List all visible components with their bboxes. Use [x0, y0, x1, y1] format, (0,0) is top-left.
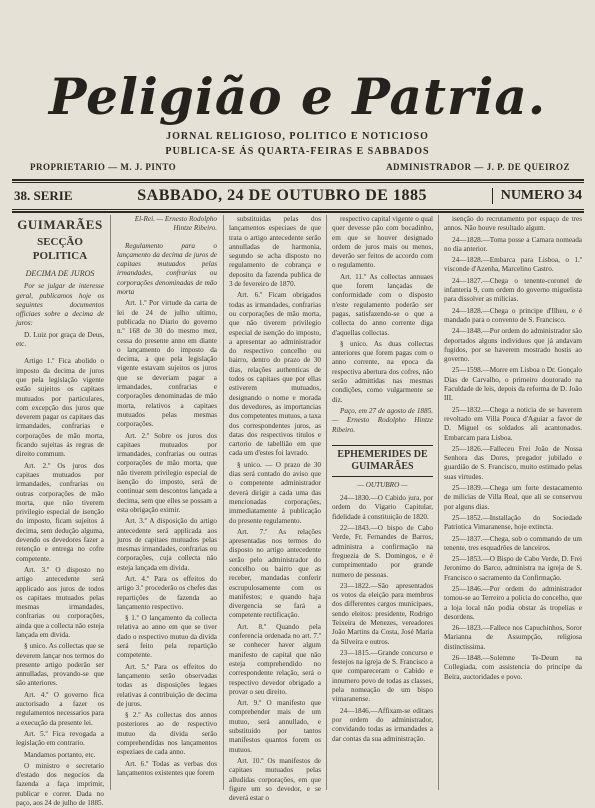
ephemerides-heading: EPHEMERIDES DE GUIMARÃES: [332, 445, 433, 477]
paragraph: § 1.º O lançamento da collecta relativa ao anno em que se tiver dado o respectivo mutuo da divida será feito pela repartição competente.: [117, 614, 217, 660]
column-divider: [110, 215, 111, 790]
paragraph: § unico. As duas collectas anteriores que forem pagas com o anno corrente, na epoca da respectiva abertura dos cofres, não serão admittidas nas mesmas condições, como vulgarmente se diz.: [332, 339, 433, 404]
ephemeris-entry: 23—1815.—Grande concurso e festejos na igreja de S. Francisco a que compareceram o Cabido e innumero povo de todas as classes, pela nomeação de um bispo vimaranense.: [332, 648, 433, 704]
paragraph: Art. 6.º Ficam obrigados todas as irmandades, confrarias ou corporações de mão morta, que não tiverem privilegio especial de isenção do imposto, a apresentar ao administrador do respectivo concelho ou bairro, dentro do prazo de 30 dias, relações authenticas de todos os capitaes que por ellas estiverem mutuados, designando o nome e morada dos devedores, as importancias dos competentes mutuos, a taxa dos correspondentes juros, as datas dos respectivos titulos e cartorio de tabellião em que cada um d'estes foi lavrado.: [229, 291, 321, 458]
ephemeris-entry: 25—1826.—Falleceu Frei João de Nossa Senhora das Dores, pregador jubilado e guardião de S. Francisco, muito estimado pelas suas virtudes.: [444, 444, 582, 481]
ephemeris-entry: 26—1823.—Fallece nos Capuchinhos, Soror Marianna de Assumpção, religiosa distinctissima.: [444, 624, 582, 651]
paragraph: substituidas pelas dos lançamentos especiaes de que trata o artigo antecedente serão annulladas de harmonia, segundo se acha disposto no regulamento de cobrança e deposito da fazenda publica de 3 de fevereiro de 1870.: [229, 215, 321, 289]
column-1: [16, 215, 104, 808]
article-heading: DECIMA DE JUROS: [25, 269, 95, 278]
header-rule-top-thin: [12, 182, 584, 183]
paragraph: Art. 8.º Quando pela conferencia ordenada no art. 7.º se conhecer haver algum manifesto de capital que não esteja comprehendido no correspondente relação, será o respectivo devedor obrigado a provar o seu direito.: [229, 622, 321, 696]
masthead-title: Peligião e Patria.: [48, 67, 547, 126]
paragraph: Art. 3.º A disposição do artigo antecedente será applicada aos juros de capitaes mutuados pelas mesmas irmandades, confrarias ou corporações, cuja collecta não esteja lançada em divida.: [117, 517, 217, 572]
paragraph: Mandamos portanto, etc.: [24, 750, 96, 759]
administrator-credit: ADMINISTRADOR — J. P. DE QUEIROZ: [386, 162, 570, 172]
column-3: [229, 215, 321, 803]
ephemeris-entry: 24—1827.—Chega o tenente-coronel de infanteria 9, com ordem do governo miguelista para dissolver as milicias.: [444, 276, 582, 304]
ephemeris-entry: 25—1832.—Chega a noticia de se haverem revoltado em Villa Pouca d'Aguiar a favor de D. Miguel os soldados ali acantonados. Embarcam para Lisboa.: [444, 405, 582, 442]
column-2: [117, 215, 217, 790]
issue-date: SABBADO, 24 DE OUTUBRO DE 1885: [137, 187, 427, 204]
paragraph: Art. 3.º O disposto no artigo antecedente será applicado aos juros de todos os capitaes mutuados pelas mesmas irmandades, confrarias ou corporações, ainda que a collecta não esteja lançada em divida.: [16, 565, 104, 639]
paragraph: Art. 5.º Fica revogada a legislação em contrario.: [16, 729, 104, 748]
paragraph: Art. 7.º As relações apresentadas nos termos do disposto no artigo antecedente serão pelo administrador do concelho ou bairro que as receber, mandadas conferir escrupulosamente com os manifestos; e quando haja divergencia se fará a competente rectificação.: [229, 527, 321, 620]
paragraph: Art. 5.º Para os effeitos do lançamento serão observadas todas as disposições legaes relativas á contribuição de decima de juros.: [117, 662, 217, 708]
paragraph: Artigo 1.º Fica abolido o imposto da decima de juros que pela legislação vigente estão sujeitos os capitaes mutuados por particulares, com excepção dos juros que deverem pagar os capitaes das irmandades, confrarias e corporações de mão morta, ficando sujeitas ás regras de direito commum.: [16, 357, 104, 459]
masthead-subtitle: JORNAL RELIGIOSO, POLITICO E NOTICIOSO: [166, 131, 429, 142]
header-rule-top: [12, 179, 584, 181]
column-divider: [438, 215, 439, 790]
paragraph: O ministro e secretario d'estado dos negocios da fazenda a faça imprimir, publicar e correr. Dada no paço, aos 24 de julho de 1885.: [16, 761, 104, 808]
ephemeris-entry: 24—1846.—Affixam-se editaes por ordem do administrador, convidando todas as irmandades a dar contas da sua administração.: [332, 706, 433, 743]
staff-row: [30, 162, 570, 172]
issue-bar: [14, 185, 582, 207]
regulation-heading: Regulamento para o lançamento da decima de juros de capitaes mutuados pelas irmandades, confrarias ou corporações denominadas de mão morta: [117, 241, 217, 297]
column-divider: [223, 215, 224, 790]
header-rule-bottom: [12, 211, 584, 213]
column-divider: [326, 215, 327, 790]
signature-line: El-Rei. — Ernesto Rodolpho Hintze Ribeiro.: [134, 215, 217, 233]
ephemeris-entry: 26—1848.—Solemne Te-Deum na Collegiada, com assistencia do principe da Beira, auctoridades e povo.: [444, 654, 582, 681]
paragraph: D. Luiz por graça de Deus, etc.: [16, 330, 104, 349]
paragraph: Art. 4.º Para os effeitos do artigo 3.º procederão os chefes das repartições de fazenda ao lançamento respectivo.: [117, 574, 217, 611]
paragraph: § unico. — O prazo de 30 dias será contado do aviso que o competente administrador deverá dirigir a cada uma das mencionadas corporações, immediatamente á publicação do presente regulamento.: [229, 460, 321, 525]
month-heading: — OUTUBRO —: [357, 480, 408, 489]
column-4: [332, 215, 433, 790]
proprietor-credit: PROPRIETARIO — M. J. PINTO: [30, 162, 177, 172]
ephemeris-entry: 22—1843.—O bispo de Cabo Verde, Fr. Fernandes de Barros, administra a confirmação na freguezia de S. Domingos, e é cumprimentado por grande numero de pessoas.: [332, 524, 433, 579]
paragraph: Art. 2.º Sobre os juros dos capitaes mutuados por irmandades, confrarias ou outras corporações de mão morta, que não tiverem privilegio especial de isenção do imposto, será de continuar sem descontos lançada a decima, sem que elles se possam a esta obrigação eximir.: [117, 431, 217, 514]
ephemeris-entry: 25—1839.—Chega um forte destacamento de milicias de Villa Real, que ali se conservou por alguns dias.: [444, 484, 582, 511]
paragraph: respectivo capital vigente o qual quer devesse pão com bocadinho, em que se houver designado ordem de juros mais ou menos, deverão ser feitos de accordo com o regulamento.: [332, 215, 434, 270]
paragraph: Art. 4.º O governo fica auctorisado a fazer os regulamentos necessarios para a execução da presente lei.: [16, 690, 104, 727]
issue-number: NUMERO 34: [492, 188, 582, 204]
signature-line: Paço, em 27 de agosto de 1885. — Ernesto Rodolpho Hintze Ribeiro.: [332, 406, 433, 434]
paragraph: Art. 11.º As collectas annuaes que forem lançadas de conformidade com o disposto n'este regulamento poderão ser pagas, satisfazendo-se o que a collecta do anno corrente diga d'aquellas collectas.: [332, 272, 433, 337]
column-5: [444, 215, 582, 790]
header-rule-bottom-thin: [12, 209, 584, 210]
ephemeris-entry: 24—1828.—Embarca para Lisboa, o 1.º visconde d'Azenha, Marcelino Castro.: [444, 256, 582, 274]
serie-label: 38. SERIE: [14, 188, 73, 203]
paragraph: Art. 1.º Por virtude da carta de lei de 24 de julho ultimo, publicada no Diario do governo n.º 168 de 30 do mesmo mez, cessa do presente anno em diante o lançamento do imposto da decima, a que pela legislação vigente estavam sujeitos os juros que se deveriam pagar a irmandades, confrarias e corporações denominadas de mão morta, relativos a capitaes mutuados pelas mesmas corporações.: [117, 299, 217, 429]
ephemeris-entry: 24—1848.—Por ordem do administrador são deportados alguns individuos que já andavam fugidos, por se haverem mostrado hostis ao governo.: [444, 327, 582, 364]
publication-schedule: PUBLICA-SE ÁS QUARTA-FEIRAS E SABBADOS: [165, 146, 430, 157]
paragraph: Art. 2.º Os juros dos capitaes mutuados por irmandades, confrarias ou outras corporações de mão morta, que não tiverem privilegio especial de isenção do imposto, ficam sujeitos á decima, sem dedução alguma, devendo os devedores fazer a retenção e entrega no cofre competente.: [16, 461, 104, 563]
ephemeris-entry: 24—1828.—Chega o principe d'Ilheu, e é mandado para o convento de S. Francisco.: [444, 306, 582, 324]
paragraph: § 2.º As collectas dos annos posteriores ao de respectivo mutuo da divida serão comprehendidas nos lançamentos espeziaes de cada anno.: [117, 711, 217, 757]
ephemeris-entry: 24—1828.—Toma posse a Camara nomeada no dia anterior.: [444, 235, 582, 253]
section-heading-guimaraes: GUIMARÃES: [17, 217, 103, 232]
paragraph: Art. 9.º O manifesto que comprehender mais de um mutuo, será annullado, e substituido por tantos manifestos quantos forem os mutuos.: [229, 699, 321, 754]
ephemeris-entry: 23—1822.—São apresentados os votos da eleição para membros dos differentes cargos municipaes, sendo eleitos: presidente, Rodrigo Teixeira de Menezes, vereadores João Martins da Costa, José Maria da Silveira e outros.: [332, 581, 433, 646]
ephemeris-entry: 25—1853.—O Bispo de Cabo Verde, D. Frei Jeronimo do Barco, administra na igreja de S. Francisco o sacramento da Confirmação.: [444, 555, 582, 582]
section-heading-politica: SECÇÃO POLITICA: [32, 236, 88, 262]
ephemeris-entry: 24—1830.—O Cabido jura, por ordem do Vigario Capitular, fidelidade á constituição de 1820.: [332, 494, 433, 521]
ephemeris-entry: 25—1598.—Morre em Lisboa o Dr. Gonçalo Dias de Carvalho, o primeiro doutorado na Faculdade de leis, depois da reforma de D. João III.: [444, 366, 582, 403]
paragraph: Art. 6.º Todas as verbas dos lançamentos existentes que forem: [117, 759, 217, 777]
ephemeris-entry: 25—1837.—Chega, sob o commando de um tenente, tres esquadrões de lanceiros.: [444, 534, 582, 552]
paragraph: Por se julgar de interesse geral, publicamos hoje os seguintes documentos officiaes sobre a decima de juros:: [16, 282, 104, 328]
paragraph: § unico. As collectas que se deverem lançar nos termos do presente artigo poderão ser annulladas, provando-se que são anteriores.: [16, 642, 104, 688]
paragraph: Art. 10.º Os manifestos de capitaes mutuados pelas alludidas corporações, em que figure um so devedor, e se deverá estar o: [229, 756, 321, 803]
ephemeris-entry: 25—1846.—Por ordem do administrador tomou-se ao Terreiro a policia do concelho, que a loja local não podia obstar ás tropelias e desordens.: [444, 584, 582, 621]
ephemeris-entry: 25—1852.—Installação do Sociedade Patriotica Vimaranense, hoje extincta.: [444, 513, 582, 532]
ephemeris-entry: isenção do recrutamento por espaço de tres annos. Não houve resultado algum.: [444, 215, 582, 233]
